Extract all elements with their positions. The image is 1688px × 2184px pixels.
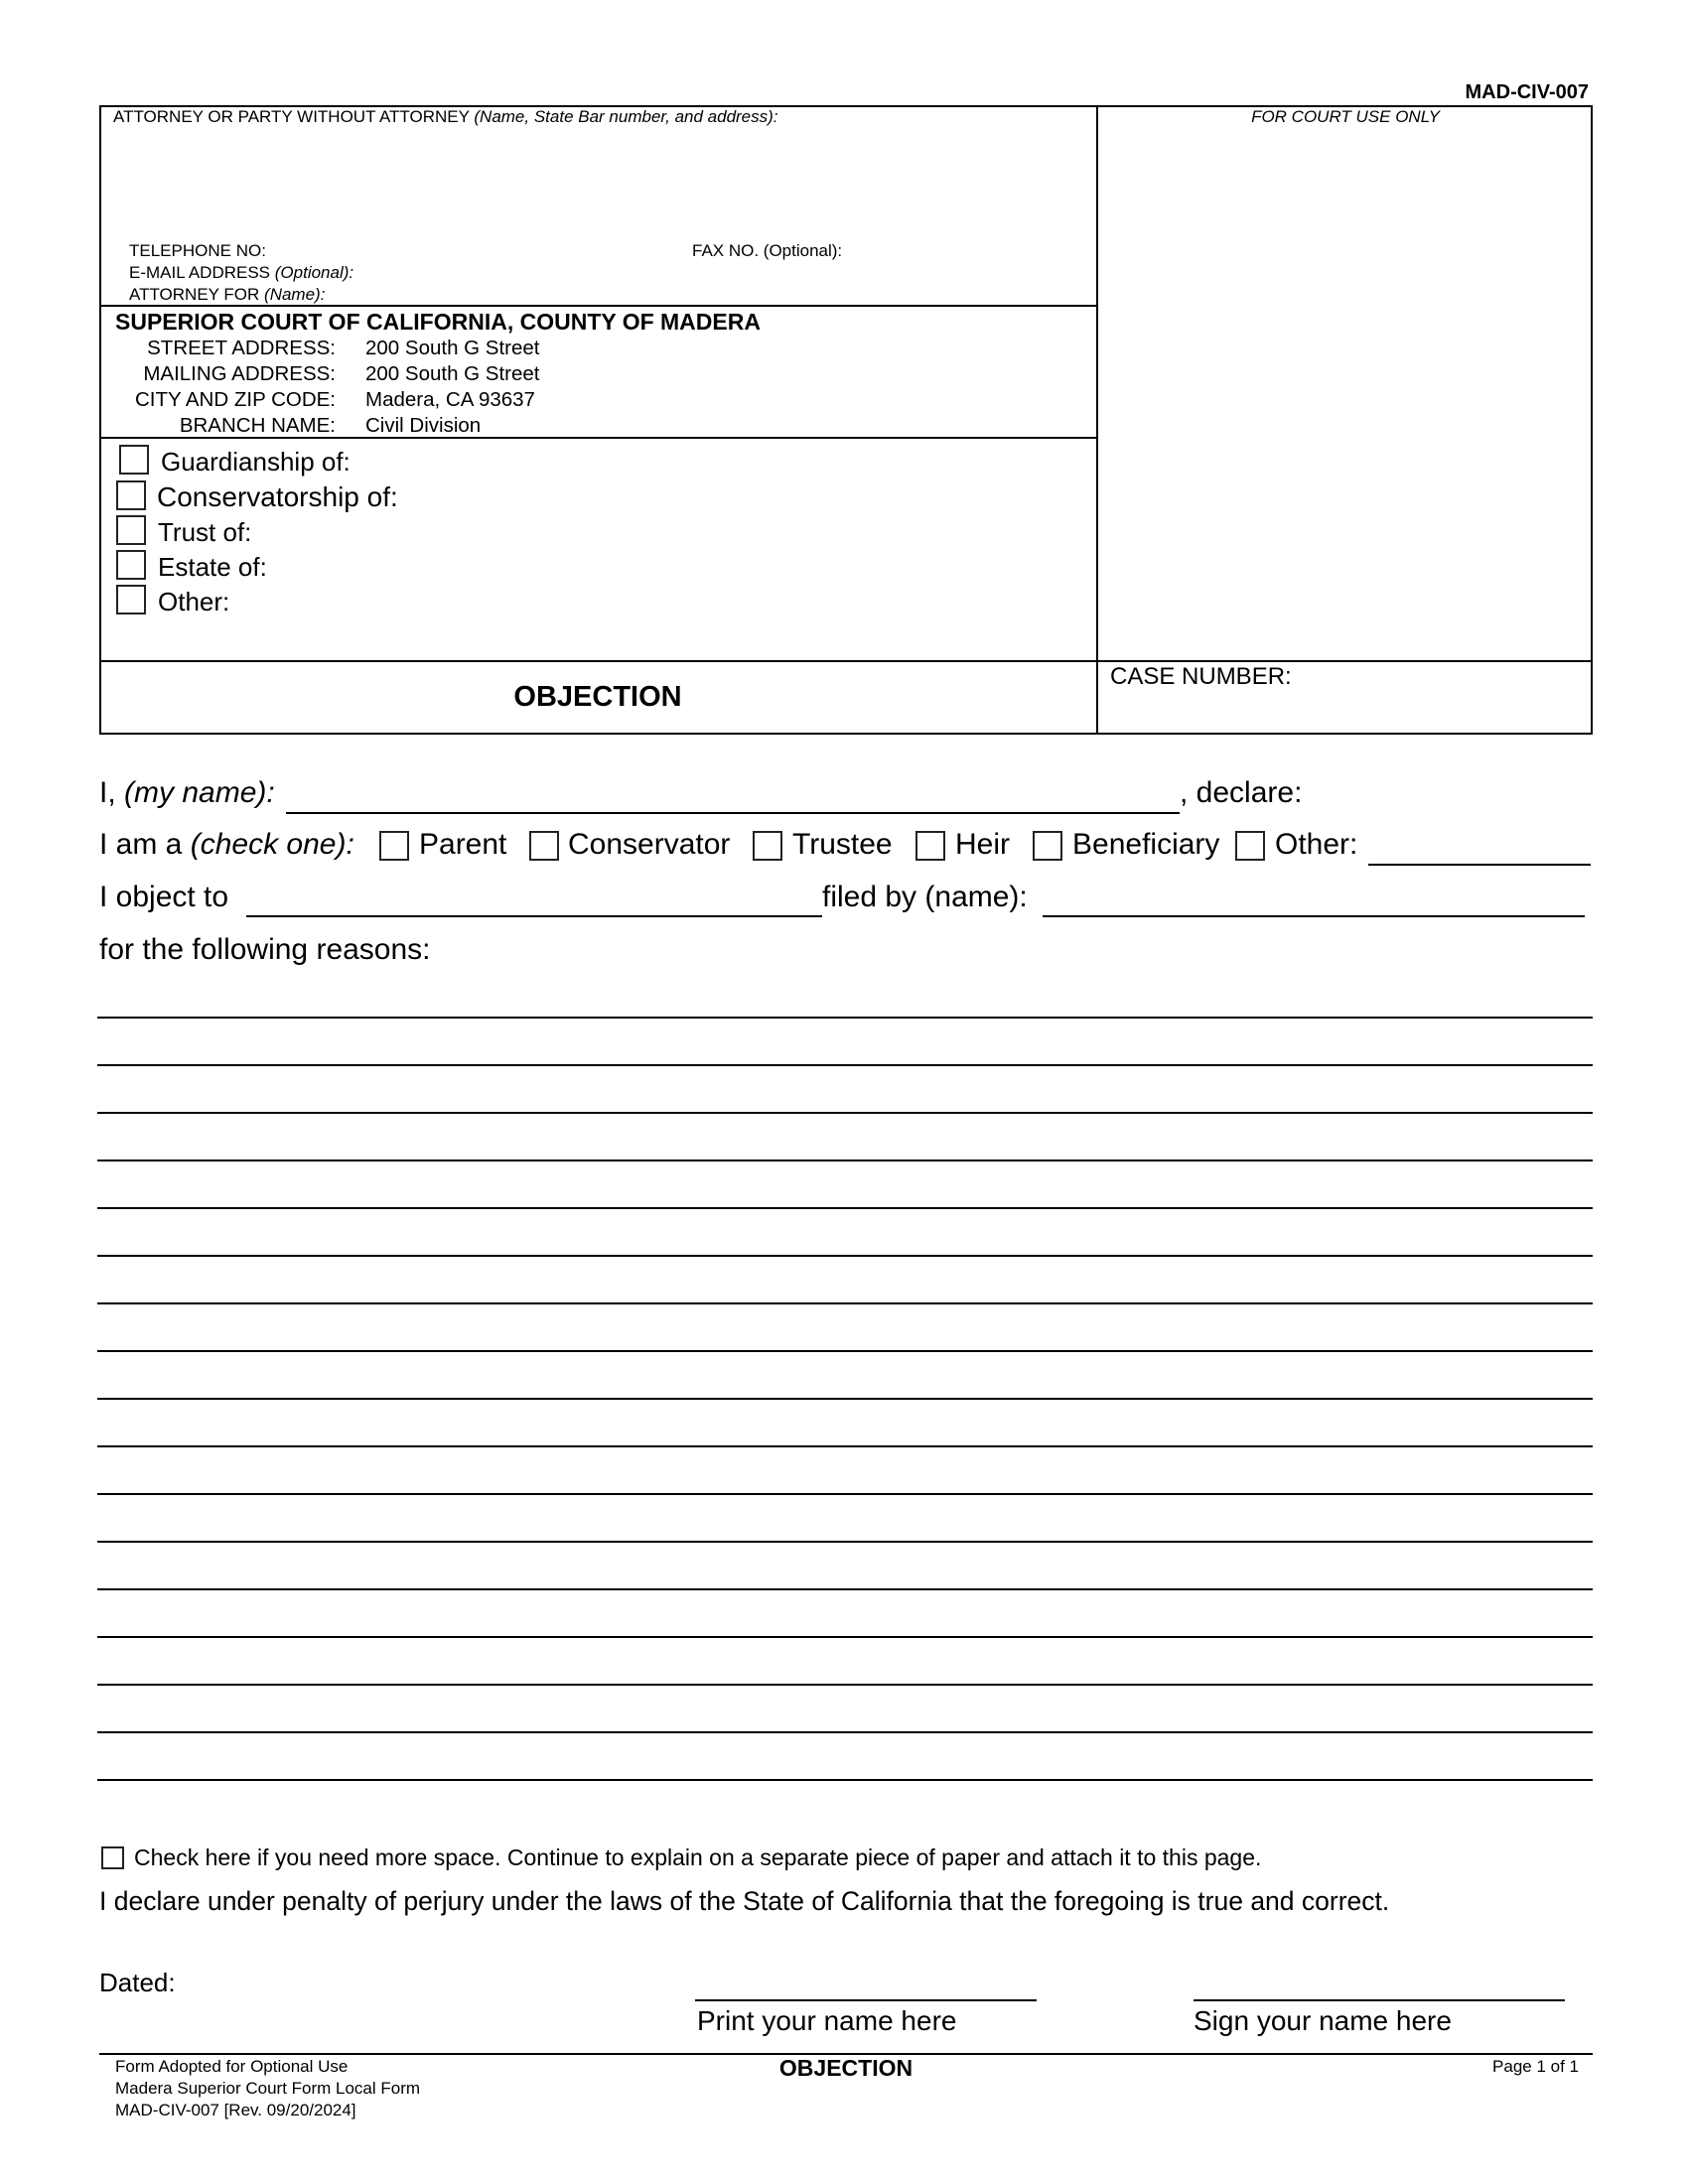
my-name-hint: (my name):	[124, 776, 275, 809]
writing-line	[97, 1350, 1593, 1352]
case-number-label: CASE NUMBER:	[1110, 663, 1292, 690]
other-role-input[interactable]	[1368, 830, 1591, 866]
mailing-label: MAILING ADDRESS:	[143, 362, 336, 385]
check-one-hint: (check one):	[190, 828, 354, 861]
beneficiary-checkbox[interactable]	[1033, 831, 1062, 861]
email-label	[129, 263, 353, 283]
writing-line	[97, 1445, 1593, 1447]
writing-line	[97, 1588, 1593, 1590]
parent-label: Parent	[419, 828, 507, 861]
footer-line-2: Madera Superior Court Form Local Form	[115, 2079, 421, 2098]
case-number-input[interactable]	[1102, 695, 1589, 731]
writing-line	[97, 1493, 1593, 1495]
role-prefix	[99, 828, 354, 862]
writing-line	[97, 1207, 1593, 1209]
attorney-for-label	[129, 285, 325, 305]
dated-label: Dated:	[99, 1968, 176, 1997]
header-divider	[1096, 105, 1098, 735]
guardianship-label: Guardianship of:	[161, 447, 351, 477]
page-number: Page 1 of 1	[1492, 2057, 1579, 2076]
conservator-label: Conservator	[568, 828, 731, 861]
attorney-for-hint: (Name):	[264, 285, 326, 304]
document-title: OBJECTION	[513, 681, 682, 713]
beneficiary-label: Beneficiary	[1072, 828, 1220, 861]
more-space-checkbox[interactable]	[101, 1846, 124, 1869]
footer-title: OBJECTION	[778, 2055, 914, 2081]
writing-line	[97, 1636, 1593, 1638]
writing-line	[97, 1302, 1593, 1304]
perjury-statement: I declare under penalty of perjury under the laws of the State of California that the foregoing is true and correct.	[99, 1886, 1390, 1916]
attorney-divider	[99, 305, 1098, 307]
title-divider	[99, 660, 1593, 662]
writing-line	[97, 1731, 1593, 1733]
reasons-textarea[interactable]	[97, 969, 1593, 1783]
writing-line	[97, 1398, 1593, 1400]
city-label: CITY AND ZIP CODE:	[134, 388, 336, 411]
writing-line	[97, 1541, 1593, 1543]
declarant-name-input[interactable]	[286, 778, 1180, 814]
trust-label: Trust of:	[158, 517, 252, 547]
writing-line	[97, 1017, 1593, 1019]
trustee-label: Trustee	[792, 828, 893, 861]
conservatorship-checkbox[interactable]	[116, 480, 146, 510]
estate-checkbox[interactable]	[116, 550, 146, 580]
attorney-input[interactable]	[113, 127, 1086, 236]
guardianship-checkbox[interactable]	[119, 445, 149, 475]
footer-line-3: MAD-CIV-007 [Rev. 09/20/2024]	[115, 2101, 356, 2119]
other-role-label: Other:	[1275, 828, 1358, 861]
attorney-label-hint: (Name, State Bar number, and address):	[474, 107, 778, 126]
other-role-checkbox[interactable]	[1235, 831, 1265, 861]
branch-value: Civil Division	[365, 414, 482, 437]
object-to-label: I object to	[99, 881, 229, 913]
parent-checkbox[interactable]	[379, 831, 409, 861]
attorney-label	[113, 107, 778, 127]
print-name-caption: Print your name here	[697, 2005, 957, 2036]
object-to-input[interactable]	[246, 882, 822, 917]
reasons-label: for the following reasons:	[99, 933, 431, 966]
sign-name-caption: Sign your name here	[1194, 2005, 1452, 2036]
declare-text: , declare:	[1180, 776, 1303, 809]
filed-by-label: filed by (name):	[822, 881, 1028, 913]
trustee-checkbox[interactable]	[753, 831, 782, 861]
conservatorship-label: Conservatorship of:	[157, 481, 398, 512]
writing-line	[97, 1064, 1593, 1066]
filed-by-input[interactable]	[1043, 882, 1585, 917]
estate-label: Estate of:	[158, 552, 267, 582]
writing-line	[97, 1160, 1593, 1161]
footer-line-1: Form Adopted for Optional Use	[115, 2057, 349, 2076]
more-space-text: Check here if you need more space. Continue to explain on a separate piece of paper and attach it to this page.	[134, 1844, 1262, 1870]
print-name-input[interactable]	[695, 1970, 1037, 2001]
court-title: SUPERIOR COURT OF CALIFORNIA, COUNTY OF MADERA	[115, 309, 761, 335]
mailing-value: 200 South G Street	[365, 362, 540, 385]
email-label-text: E-MAIL ADDRESS	[129, 263, 271, 282]
city-value: Madera, CA 93637	[365, 388, 535, 411]
writing-line	[97, 1684, 1593, 1686]
declarant-prefix	[99, 776, 275, 810]
street-value: 200 South G Street	[365, 337, 540, 359]
street-label: STREET ADDRESS:	[147, 337, 336, 359]
conservator-checkbox[interactable]	[529, 831, 559, 861]
signature-input[interactable]	[1194, 1970, 1565, 2001]
writing-line	[97, 1112, 1593, 1114]
i-am-a-text: I am a	[99, 828, 183, 861]
other-matter-label: Other:	[158, 587, 230, 616]
writing-line	[97, 1779, 1593, 1781]
form-number: MAD-CIV-007	[1465, 81, 1589, 103]
heir-label: Heir	[955, 828, 1011, 861]
email-label-hint: (Optional):	[274, 263, 354, 282]
other-matter-checkbox[interactable]	[116, 585, 146, 614]
attorney-for-text: ATTORNEY FOR	[129, 285, 260, 304]
trust-checkbox[interactable]	[116, 515, 146, 545]
writing-line	[97, 1255, 1593, 1257]
fax-label: FAX NO. (Optional):	[692, 241, 843, 260]
branch-label: BRANCH NAME:	[179, 414, 336, 437]
attorney-label-text: ATTORNEY OR PARTY WITHOUT ATTORNEY	[113, 107, 470, 126]
court-use-only-label: FOR COURT USE ONLY	[1251, 107, 1440, 126]
telephone-label: TELEPHONE NO:	[129, 241, 266, 260]
heir-checkbox[interactable]	[915, 831, 945, 861]
i-text: I,	[99, 776, 116, 809]
